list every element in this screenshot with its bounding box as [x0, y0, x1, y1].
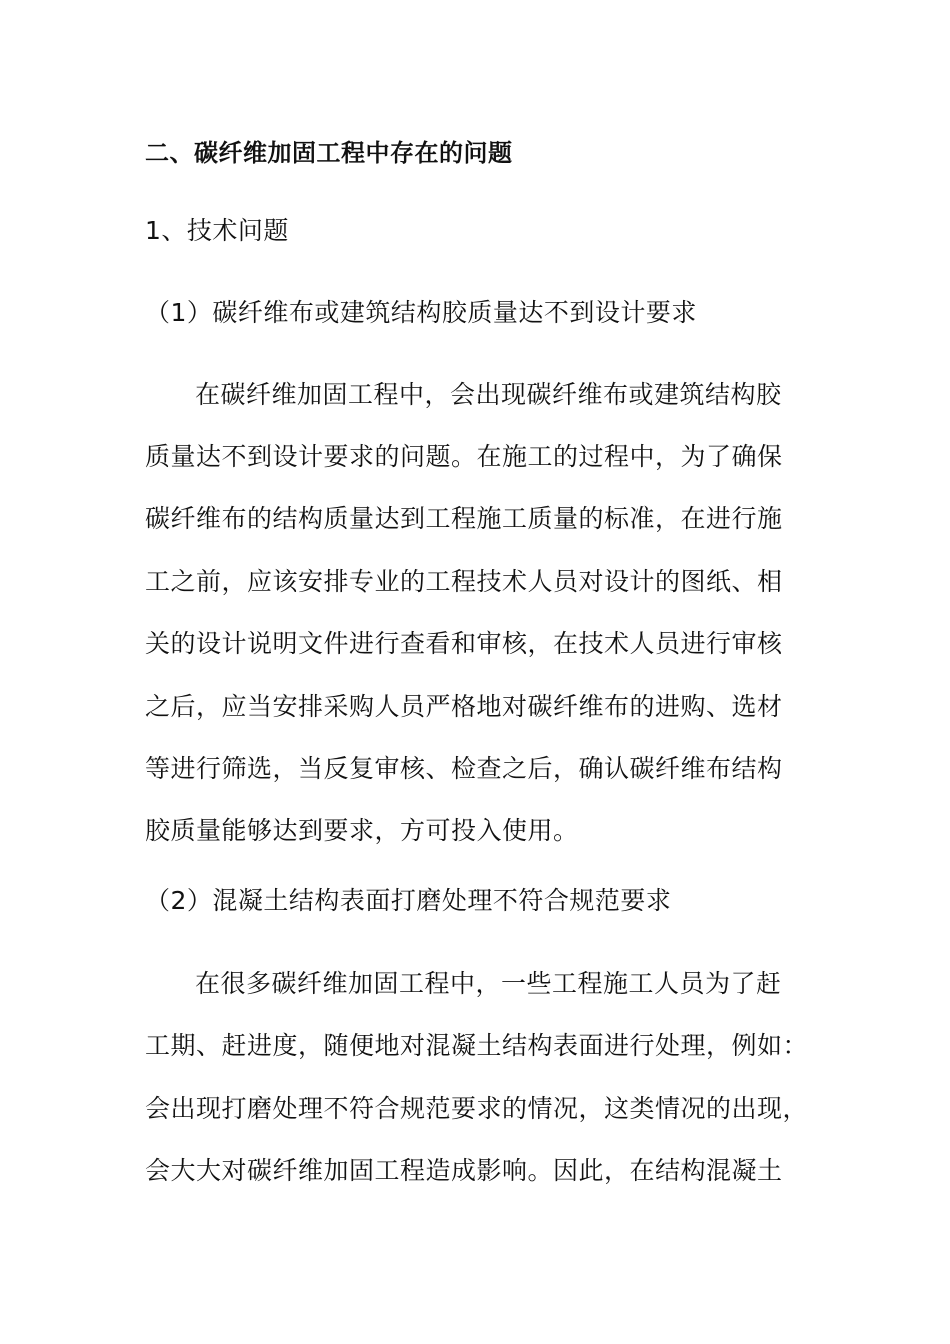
paragraph-line: 碳纤维布的结构质量达到工程施工质量的标准，在进行施 — [145, 504, 783, 533]
paragraph-line: 工之前，应该安排专业的工程技术人员对设计的图纸、相 — [145, 567, 783, 596]
paragraph-line: 等进行筛选，当反复审核、检查之后，确认碳纤维布结构 — [145, 754, 783, 783]
paragraph-line: 胶质量能够达到要求，方可投入使用。 — [145, 816, 579, 845]
subheading-technical-issues: 1、技术问题 — [145, 216, 289, 245]
paragraph-line: 会大大对碳纤维加固工程造成影响。因此，在结构混凝土 — [145, 1156, 783, 1185]
paragraph-line: 之后，应当安排采购人员严格地对碳纤维布的进购、选材 — [145, 692, 783, 721]
item-2-title: （2）混凝土结构表面打磨处理不符合规范要求 — [145, 886, 672, 915]
item-1-title: （1）碳纤维布或建筑结构胶质量达不到设计要求 — [145, 298, 697, 327]
paragraph-line: 在碳纤维加固工程中，会出现碳纤维布或建筑结构胶 — [195, 380, 782, 409]
paragraph-line: 在很多碳纤维加固工程中，一些工程施工人员为了赶 — [195, 969, 782, 998]
section-heading: 二、碳纤维加固工程中存在的问题 — [145, 139, 513, 167]
paragraph-line: 工期、赶进度，随便地对混凝土结构表面进行处理，例如： — [145, 1031, 809, 1060]
paragraph-line: 质量达不到设计要求的问题。在施工的过程中，为了确保 — [145, 442, 783, 471]
paragraph-line: 关的设计说明文件进行查看和审核，在技术人员进行审核 — [145, 629, 783, 658]
paragraph-line: 会出现打磨处理不符合规范要求的情况，这类情况的出现， — [145, 1094, 809, 1123]
